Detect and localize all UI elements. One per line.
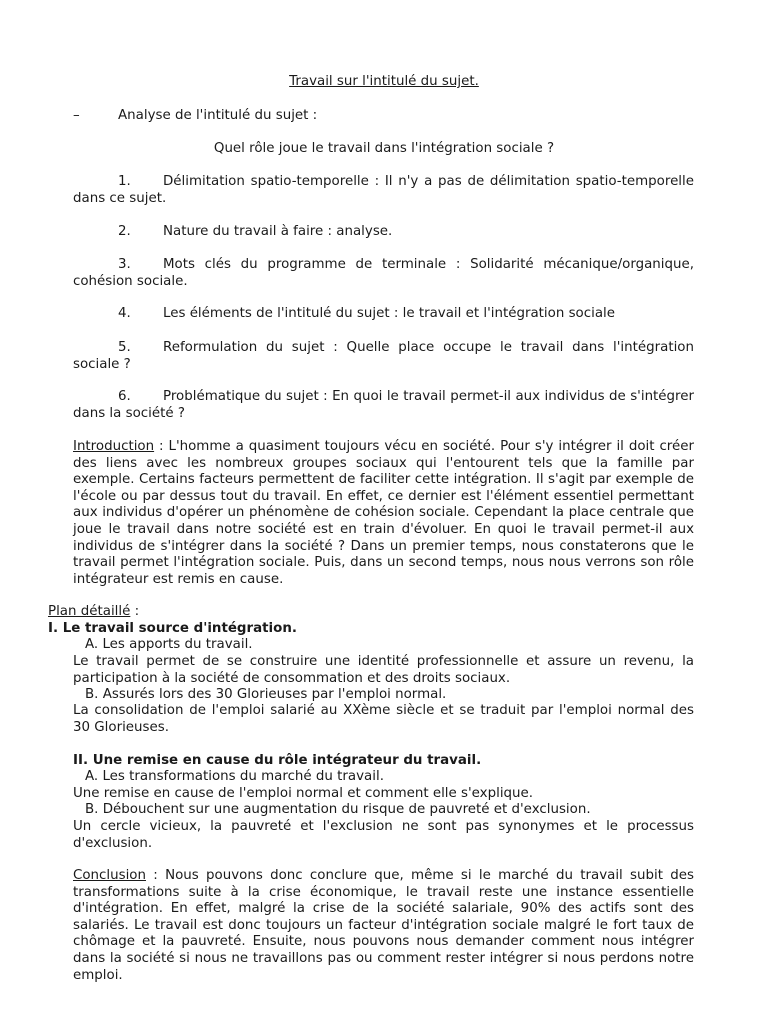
item-text: Problématique du sujet : En quoi le travail permet-il aux individus de s'intégrer dans la société ? — [73, 389, 694, 421]
item-number: 5. — [118, 340, 131, 355]
introduction-text: : L'homme a quasiment toujours vécu en société. Pour s'y intégrer il doit créer des liens avec les nombreux groupes sociaux qui l'entourent tels que la famille par exemple. Certains facteurs permettent de faciliter cette intégration. Il s'agit par exemple de l'école ou par dessus tout du travail. En effet, ce dernier est l'élément essentiel permettant aux individus d'opérer un phénomène de cohésion sociale. Cependant la place centrale que joue le travail dans notre société est en train d'évoluer. En quoi le travail permet-il aux individus de s'intégrer dans la société ? Dans un premier temps, nous constaterons que le travail permet l'intégration sociale. Puis, dans un second temps, nous nous verrons son rôle intégrateur est remis en cause. — [73, 439, 694, 587]
part2-a-text: Une remise en cause de l'emploi normal et comment elle s'explique. — [73, 786, 534, 801]
part2-b-label: B. Débouchent sur une augmentation du risque de pauvreté et d'exclusion. — [85, 802, 591, 817]
item-5 — [73, 340, 694, 373]
item-3 — [73, 257, 694, 290]
plan-label: Plan détaillé — [48, 604, 131, 619]
analysis-dash: – — [73, 108, 80, 123]
introduction-label: Introduction — [73, 439, 155, 454]
part2-heading: II. Une remise en cause du rôle intégrateur du travail. — [73, 753, 482, 768]
conclusion-text: : Nous pouvons donc conclure que, même si le marché du travail subit des transformations suite à la crise économique, le travail reste une instance essentielle d'intégration. En effet, malgré la crise de la société salariale, 90% des actifs sont des salariés. Le travail est donc toujours un facteur d'intégration sociale malgré le fort taux de chômage et la pauvreté. Ensuite, nous pouvons nous demander comment nous intégrer dans la société si nous ne travaillons pas ou comment rester intégrer si nous perdons notre emploi. — [73, 868, 694, 983]
conclusion-paragraph — [73, 868, 694, 984]
part1-b-text: La consolidation de l'emploi salarié au XXème siècle et se traduit par l'emploi normal des 30 Glorieuses. — [73, 703, 694, 735]
item-text: Délimitation spatio-temporelle : Il n'y a pas de délimitation spatio-temporelle dans ce sujet. — [73, 174, 694, 206]
part1-a-text: Le travail permet de se construire une identité professionnelle et assure un revenu, la participation à la société de consommation et des droits sociaux. — [73, 654, 694, 686]
part1-a-label: A. Les apports du travail. — [85, 637, 253, 652]
item-number: 6. — [118, 389, 131, 404]
part2-b-text: Un cercle vicieux, la pauvreté et l'exclusion ne sont pas synonymes et le processus d'exclusion. — [73, 819, 694, 851]
subject-question: Quel rôle joue le travail dans l'intégration sociale ? — [213, 141, 555, 156]
item-number: 1. — [118, 174, 131, 189]
item-1 — [73, 174, 694, 207]
item-number: 3. — [118, 257, 131, 272]
part1-heading: I. Le travail source d'intégration. — [48, 621, 297, 636]
part2-a-label: A. Les transformations du marché du travail. — [85, 769, 384, 784]
item-number: 2. — [118, 224, 131, 239]
item-text: Les éléments de l'intitulé du sujet : le travail et l'intégration sociale — [163, 306, 615, 321]
plan-label-suffix: : — [130, 604, 140, 619]
conclusion-label: Conclusion — [73, 868, 146, 883]
plan-heading — [48, 604, 139, 621]
item-number: 4. — [118, 306, 131, 321]
item-text: Reformulation du sujet : Quelle place occupe le travail dans l'intégration sociale ? — [73, 340, 694, 372]
item-2 — [73, 224, 694, 241]
analysis-label: Analyse de l'intitulé du sujet : — [118, 108, 318, 123]
part1-b-label: B. Assurés lors des 30 Glorieuses par l'emploi normal. — [85, 687, 447, 702]
item-4 — [73, 306, 694, 323]
document-title: Travail sur l'intitulé du sujet. — [289, 74, 479, 89]
item-text: Mots clés du programme de terminale : Solidarité mécanique/organique, cohésion sociale. — [73, 257, 694, 289]
item-text: Nature du travail à faire : analyse. — [163, 224, 393, 239]
introduction-paragraph — [73, 439, 694, 588]
item-6 — [73, 389, 694, 422]
